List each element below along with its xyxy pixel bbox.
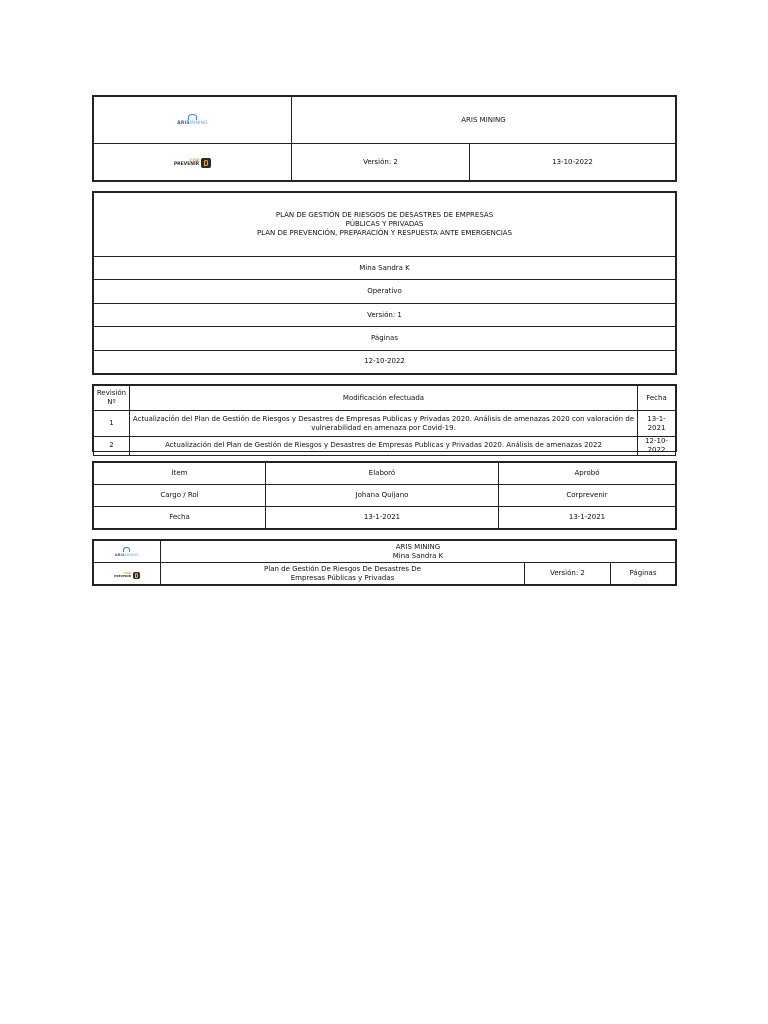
aris-mining-logo: ARISMINING	[177, 114, 208, 127]
corprevenir-mark-icon	[133, 572, 140, 579]
aris-mark-icon	[123, 547, 130, 552]
footer-aris-logo-cell	[94, 541, 161, 563]
plan-title	[94, 193, 676, 257]
modification-header: Modificación efectuada	[130, 386, 638, 411]
document-header	[92, 95, 677, 182]
approvals-table	[93, 462, 676, 529]
company-name: ARIS MINING	[292, 97, 676, 144]
prepared-by-header: Elaboró	[266, 463, 499, 485]
plan-date: 12-10-2022	[94, 350, 676, 373]
plan-pages: Páginas	[94, 327, 676, 350]
table-row: 1 Actualización del Plan de Gestión de Riesgos y Desastres de Empresas Publicas y Privadas 2020. Análisis de amenazas 2020 con valoración de vulnerabilidad en amenaza por Covid-19. 13-1-2021	[94, 411, 676, 437]
plan-title-line: PÚBLICAS Y PRIVADAS	[345, 220, 424, 229]
revision-number-header: Revisión Nº	[94, 386, 130, 411]
footer-version: Versión: 2	[525, 563, 611, 585]
header-version: Versión: 2	[292, 144, 470, 181]
table-row: Cargo / Rol Johana Quijano Corprevenir	[94, 485, 676, 507]
plan-site: Mina Sandra K	[94, 257, 676, 280]
item-header: Ítem	[94, 463, 266, 485]
plan-info-table	[93, 192, 676, 374]
header-date: 13-10-2022	[470, 144, 676, 181]
approved-by-header: Aprobó	[499, 463, 676, 485]
corprevenir-mark-icon	[201, 158, 211, 168]
corprevenir-logo: COR PREVENIR	[114, 572, 140, 579]
document-footer	[92, 539, 677, 586]
plan-info-box	[92, 191, 677, 375]
footer-table	[93, 540, 676, 585]
revision-table	[93, 385, 676, 456]
plan-level: Operativo	[94, 280, 676, 303]
revision-table-box	[92, 384, 677, 452]
corprevenir-logo: COR PREVENIR	[174, 158, 211, 168]
footer-document-name: Plan de Gestión De Riesgos De Desastres De Empresas Públicas y Privadas	[161, 563, 525, 585]
aris-logo-cell	[94, 97, 292, 144]
table-row: Fecha 13-1-2021 13-1-2021	[94, 507, 676, 529]
approvals-table-box	[92, 461, 677, 530]
footer-pages: Páginas	[611, 563, 676, 585]
plan-title-line: PLAN DE PREVENCIÓN, PREPARACIÓN Y RESPUESTA ANTE EMERGENCIAS	[256, 228, 513, 237]
aris-mining-logo: ARISMINING	[115, 547, 139, 557]
aris-mark-icon	[188, 114, 197, 120]
plan-version: Versión: 1	[94, 303, 676, 326]
table-row: 2 Actualización del Plan de Gestión de Riesgos y Desastres de Empresas Publicas y Privadas 2020. Análisis de amenazas 2022 12-10-2022	[94, 437, 676, 456]
footer-prevenir-logo-cell	[94, 563, 161, 585]
plan-title-line: PLAN DE GESTIÓN DE RIESGOS DE DESASTRES DE EMPRESAS	[275, 211, 494, 220]
date-header: Fecha	[638, 386, 676, 411]
footer-company: ARIS MINING Mina Sandra K	[161, 541, 676, 563]
prevenir-logo-cell	[94, 144, 292, 181]
header-table	[93, 96, 676, 181]
